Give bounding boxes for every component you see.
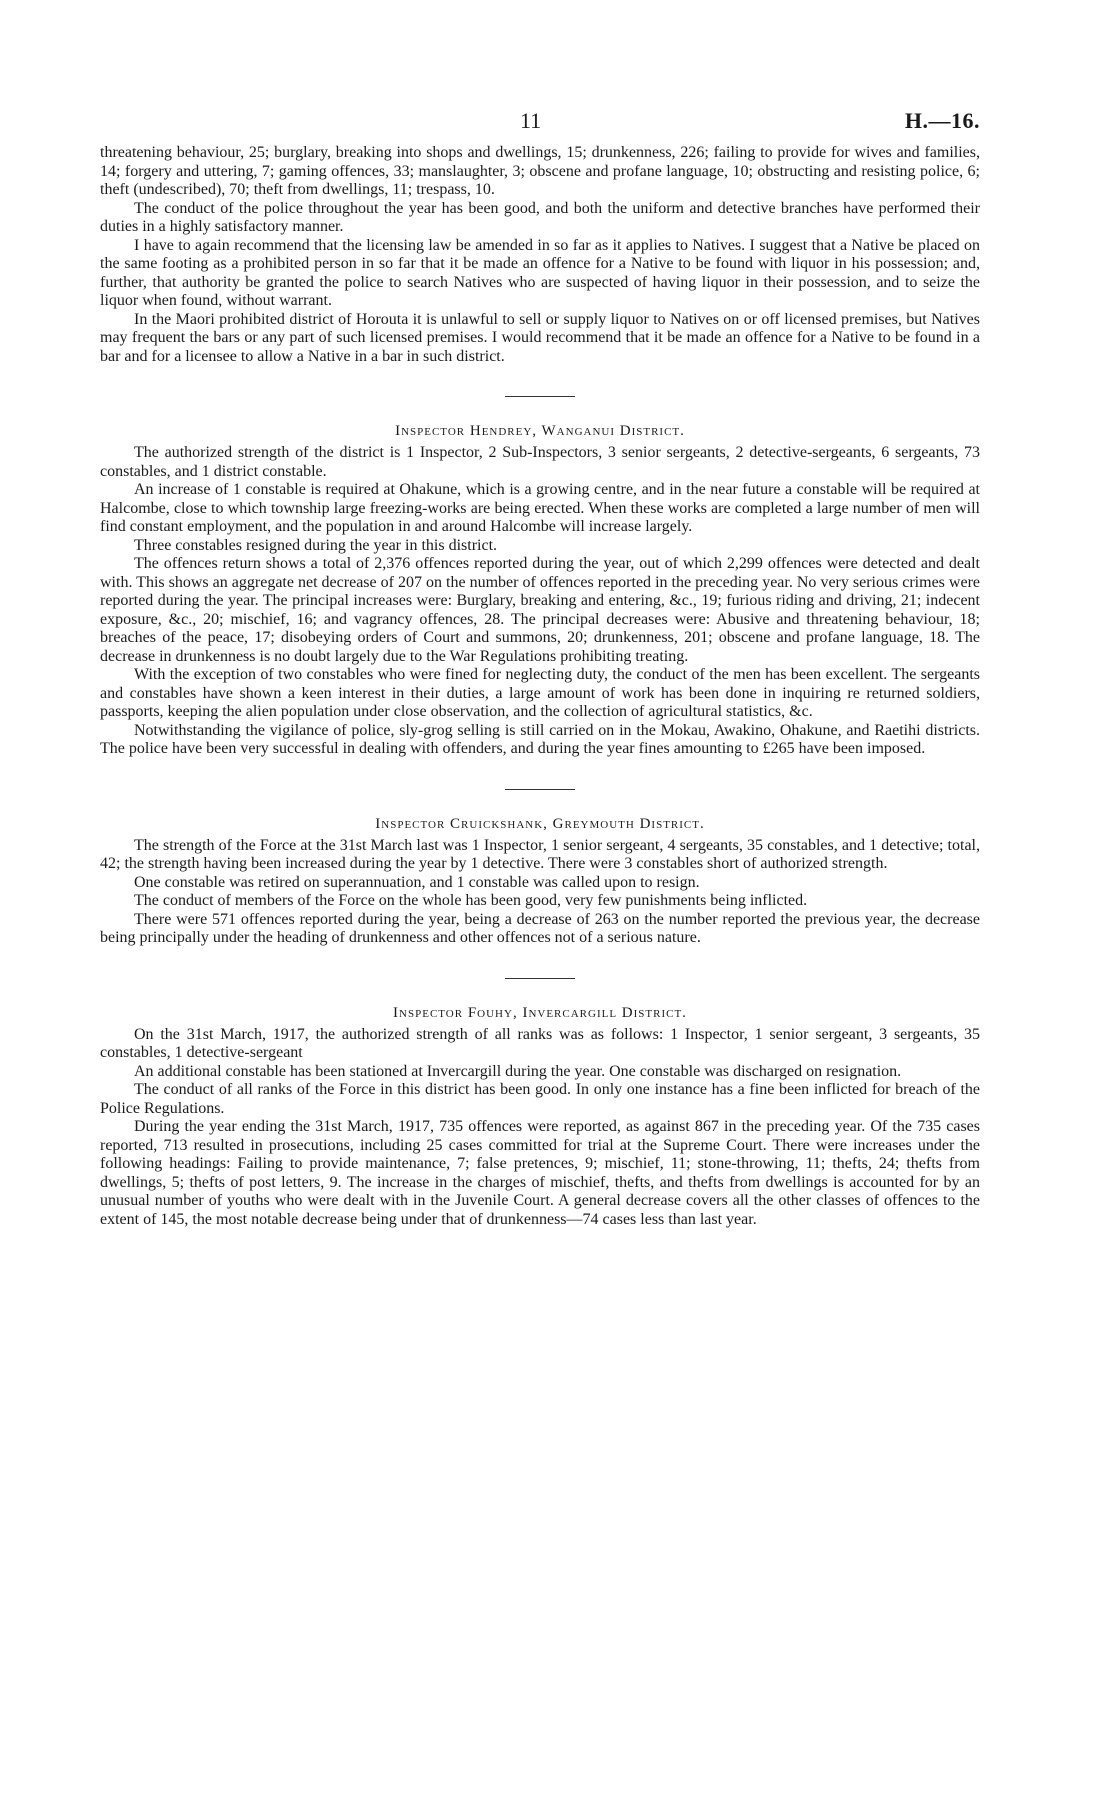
document-page — [100, 108, 980, 1229]
paragraph: The offences return shows a total of 2,376 offences reported during the year, out of which 2,299 offences were detected and dealt with. This shows an aggregate net decrease of 207 on the number of offences reported in the preceding year. No very serious crimes were reported during the year. The principal increases were: Burglary, breaking and entering, &c., 19; furious riding and driving, 21; indecent exposure, &c., 20; mischief, 16; and vagrancy offences, 28. The principal decreases were: Abusive and threatening behaviour, 18; breaches of the peace, 17; disobeying orders of Court and summons, 20; drunkenness, 201; obscene and profane language, 18. The decrease in drunkenness is no doubt largely due to the War Regulations prohibiting treating. — [100, 555, 980, 665]
intro-section — [100, 144, 980, 366]
paragraph: In the Maori prohibited district of Horouta it is unlawful to sell or supply liquor to Natives on or off licensed premises, but Natives may frequent the bars or any part of such licensed premises. I would recommend that it be made an offence for a Native to be found in a bar and for a licensee to allow a Native in a bar in such district. — [100, 310, 980, 365]
paragraph: During the year ending the 31st March, 1917, 735 offences were reported, as against 867 in the preceding year. Of the 735 cases reported, 713 resulted in prosecutions, including 25 cases committed for trial at the Supreme Court. There were increases under the following headings: Failing to provide maintenance, 7; false pretences, 9; mischief, 11; stone-throwing, 11; thefts, 24; thefts from dwellings, 5; thefts of post letters, 9. The increase in the charges of mischief, thefts, and thefts from dwellings is accounted for by an unusual number of youths who were dealt with in the Juvenile Court. A general decrease covers all the other classes of offences to the extent of 145, the most notable decrease being under that of drunkenness—74 cases less than last year. — [100, 1118, 980, 1228]
paragraph: One constable was retired on superannuation, and 1 constable was called upon to resign. — [134, 873, 700, 891]
paragraph: With the exception of two constables who were fined for neglecting duty, the conduct of the men has been excellent. The sergeants and constables have shown a keen interest in their duties, a large amount of work has been done in inquiring re returned soldiers, passports, keeping the alien population under close observation, and the collection of agricultural statistics, &c. — [100, 666, 980, 720]
paragraph: The authorized strength of the district is 1 Inspector, 2 Sub-Inspectors, 3 senior sergeants, 2 detective-sergeants, 6 sergeants, 73 constables, and 1 district constable. — [100, 444, 980, 480]
invercargill-section — [100, 1005, 980, 1230]
paragraph: Three constables resigned during the year in this district. — [134, 536, 498, 554]
section-title: Inspector Cruickshank, Greymouth District. — [375, 815, 705, 832]
section-title: Inspector Hendrey, Wanganui District. — [395, 423, 685, 439]
section-divider — [505, 789, 575, 790]
paragraph: The conduct of the police throughout the year has been good, and both the uniform and detective branches have performed their duties in a highly satisfactory manner. — [100, 199, 980, 235]
paragraph: The conduct of all ranks of the Force in this district has been good. In only one instance has a fine been inflicted for breach of the Police Regulations. — [100, 1081, 980, 1117]
wanganui-section — [100, 423, 980, 759]
greymouth-section — [100, 816, 980, 948]
section-divider — [505, 978, 575, 979]
paragraph: An additional constable has been stationed at Invercargill during the year. One constable was discharged on resignation. — [134, 1062, 902, 1080]
document-reference: H.—16. — [904, 108, 980, 133]
paragraph: There were 571 offences reported during the year, being a decrease of 263 on the number reported the previous year, the decrease being principally under the heading of drunkenness and other offences not of a serious nature. — [100, 910, 980, 946]
paragraph: An increase of 1 constable is required at Ohakune, which is a growing centre, and in the near future a constable will be required at Halcombe, close to which township large freezing-works are being erected. When these works are completed a large number of men will find constant employment, and the population in and around Halcombe will increase largely. — [100, 481, 980, 535]
page-header — [100, 108, 980, 144]
paragraph: Notwithstanding the vigilance of police, sly-grog selling is still carried on in the Mokau, Awakino, Ohakune, and Raetihi districts. The police have been very successful in dealing with offenders, and during the year fines amounting to £265 have been imposed. — [100, 721, 980, 757]
paragraph: On the 31st March, 1917, the authorized strength of all ranks was as follows: 1 Inspector, 1 senior sergeant, 3 sergeants, 35 constables, 1 detective-sergeant — [100, 1025, 980, 1061]
paragraph: I have to again recommend that the licensing law be amended in so far as it applies to Natives. I suggest that a Native be placed on the same footing as a prohibited person in so far that it be made an offence for a Native to be found with liquor in his possession; and, further, that authority be granted the police to search Natives who are suspected of having liquor in their possession, and to seize the liquor when found, without warrant. — [100, 236, 980, 309]
section-divider — [505, 396, 575, 397]
paragraph: threatening behaviour, 25; burglary, breaking into shops and dwellings, 15; drunkenness, 226; failing to provide for wives and families, 14; forgery and uttering, 7; gaming offences, 33; manslaughter, 3; obscene and profane language, 10; obstructing and resisting police, 6; theft (undescribed), 70; theft from dwellings, 11; trespass, 10. — [100, 144, 980, 198]
section-title: Inspector Fouhy, Invercargill District. — [393, 1004, 687, 1021]
paragraph: The conduct of members of the Force on the whole has been good, very few punishments being inflicted. — [134, 892, 808, 909]
paragraph: The strength of the Force at the 31st March last was 1 Inspector, 1 senior sergeant, 4 sergeants, 35 constables, and 1 detective; total, 42; the strength having been increased during the year by 1 detective. There were 3 constables short of authorized strength. — [100, 836, 980, 872]
page-number: 11 — [520, 108, 542, 133]
